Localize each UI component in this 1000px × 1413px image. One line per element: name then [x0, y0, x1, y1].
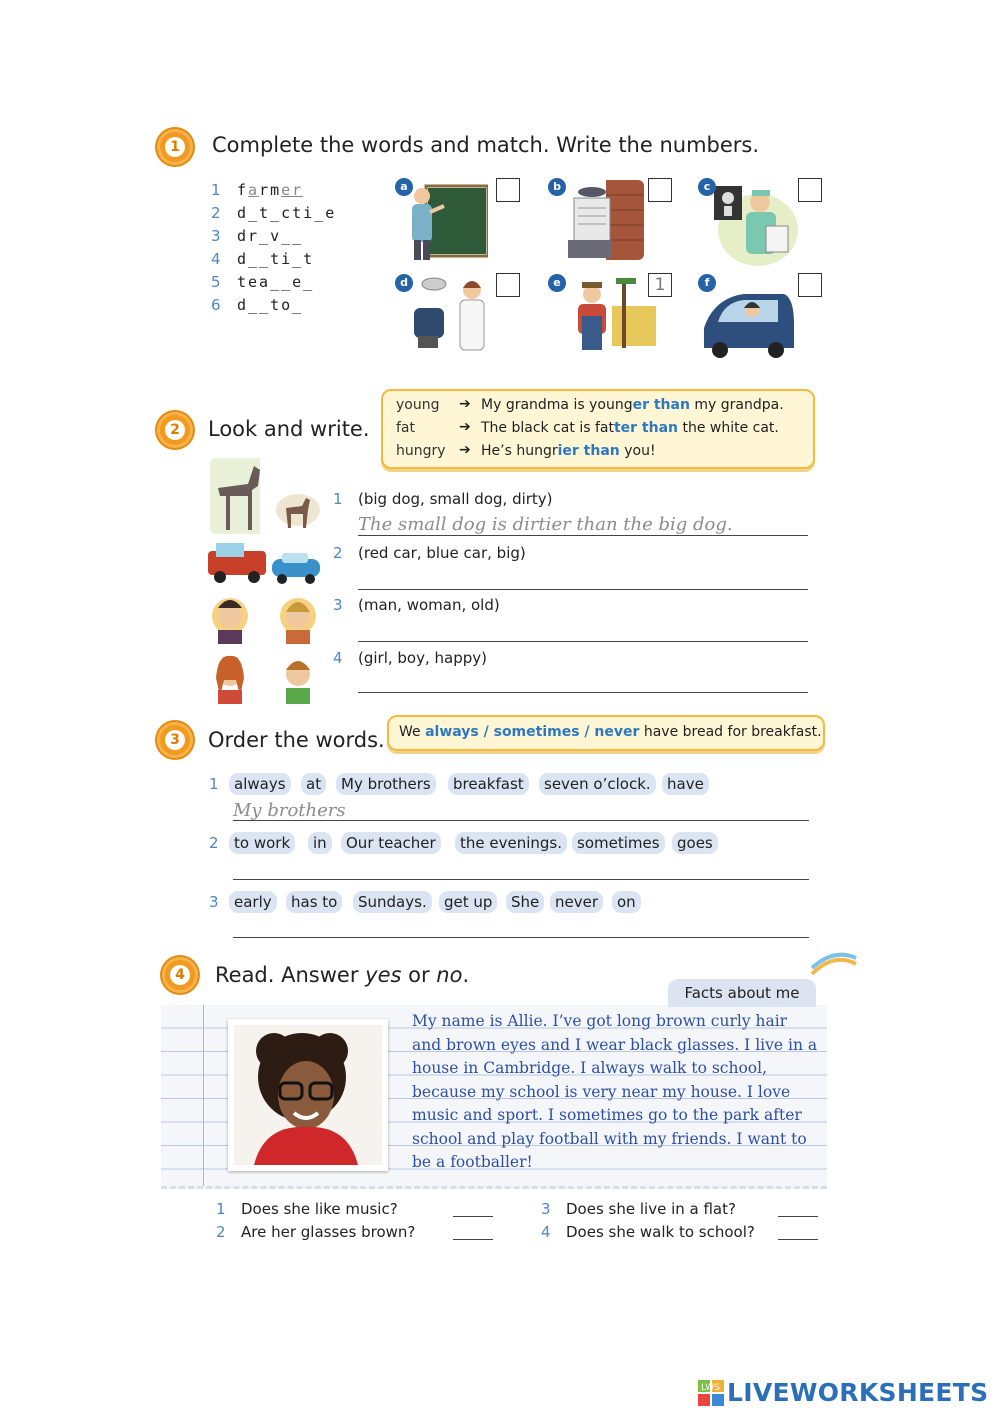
picture-dogs	[210, 458, 322, 534]
question-text: Does she live in a flat?	[566, 1200, 736, 1218]
word-pattern[interactable]: d__to_	[237, 296, 304, 314]
item-number: 1	[209, 775, 219, 793]
answer-line[interactable]	[233, 879, 809, 880]
picture-farmer	[562, 276, 656, 354]
tip-example: We always / sometimes / never have bread for breakfast.	[399, 724, 822, 740]
tip-example: He’s hungrier than you!	[481, 443, 656, 459]
picture-letter: b	[548, 178, 566, 196]
word-pattern[interactable]: d_t_cti_e	[237, 204, 337, 222]
girl-photo	[234, 1025, 382, 1165]
exercise-4-badge: 4	[162, 957, 198, 993]
answer-line[interactable]	[233, 937, 809, 938]
frequency-tip-box	[387, 715, 825, 751]
tip-example: The black cat is fatter than the white cat.	[481, 420, 779, 436]
answer-line[interactable]	[358, 589, 808, 590]
grammar-tip-box	[381, 389, 815, 469]
word-chip[interactable]: sometimes	[572, 832, 665, 854]
tip-word: hungry	[396, 443, 446, 459]
question-number: 1	[216, 1200, 226, 1218]
question-text: Are her glasses brown?	[241, 1223, 416, 1241]
question-number: 2	[216, 1223, 226, 1241]
exercise-3-badge: 3	[157, 722, 193, 758]
word-number: 3	[211, 227, 221, 245]
prompt-text: (girl, boy, happy)	[358, 649, 487, 667]
answer-line[interactable]	[453, 1239, 493, 1240]
answer-line[interactable]	[453, 1216, 493, 1217]
picture-detective	[566, 180, 644, 260]
prompt-text: (big dog, small dog, dirty)	[358, 490, 553, 508]
word-chip[interactable]: to work	[229, 832, 295, 854]
picture-doctor	[708, 180, 798, 266]
answer-line[interactable]	[358, 692, 808, 693]
question-text: Does she walk to school?	[566, 1223, 755, 1241]
word-chip[interactable]: goes	[672, 832, 718, 854]
exercise-4-title: Read. Answer yes or no.	[215, 963, 470, 987]
word-chip[interactable]: always	[229, 773, 291, 795]
picture-cars	[206, 541, 324, 585]
answer-box-d[interactable]	[496, 273, 520, 297]
exercise-2-badge: 2	[157, 412, 193, 448]
picture-letter: d	[395, 274, 413, 292]
word-pattern[interactable]: dr_v__	[237, 227, 304, 245]
example-answer: The small dog is dirtier than the big dog.	[358, 514, 733, 535]
word-number: 6	[211, 296, 221, 314]
word-pattern[interactable]: tea__e_	[237, 273, 315, 291]
rainbow-decoration	[810, 952, 858, 976]
word-chip[interactable]: My brothers	[336, 773, 436, 795]
tip-example: My grandma is younger than my grandpa.	[481, 397, 784, 413]
word-chip[interactable]: has to	[286, 891, 342, 913]
picture-letter: f	[698, 274, 716, 292]
answer-line[interactable]	[778, 1239, 818, 1240]
picture-driver	[700, 288, 796, 360]
answer-line[interactable]	[233, 820, 809, 821]
word-chip[interactable]: seven o’clock.	[539, 773, 656, 795]
tip-word: fat	[396, 420, 415, 436]
word-number: 5	[211, 273, 221, 291]
word-pattern[interactable]: d__ti_t	[237, 250, 315, 268]
word-chip[interactable]: Sundays.	[353, 891, 432, 913]
word-chip[interactable]: the evenings.	[455, 832, 567, 854]
word-chip[interactable]: breakfast	[448, 773, 529, 795]
tip-word: young	[396, 397, 440, 413]
item-number: 2	[209, 834, 219, 852]
word-number: 1	[211, 181, 221, 199]
item-number: 3	[333, 596, 343, 614]
answer-line[interactable]	[778, 1216, 818, 1217]
answer-box-f[interactable]	[798, 273, 822, 297]
answer-box-c[interactable]	[798, 178, 822, 202]
word-chip[interactable]: have	[662, 773, 709, 795]
example-answer: My brothers	[233, 800, 346, 821]
answer-line[interactable]	[358, 641, 808, 642]
item-number: 2	[333, 544, 343, 562]
word-chip[interactable]: never	[550, 891, 603, 913]
exercise-3-title: Order the words.	[208, 728, 385, 752]
word-chip[interactable]: early	[229, 891, 277, 913]
exercise-2-title: Look and write.	[208, 417, 370, 441]
facts-paragraph: My name is Allie. I’ve got long brown curly hair and brown eyes and I wear black glasses. I live in a house in Cambridge. I always walk to school, because my school is very near my house. I love music and sport. I sometimes go to the park after school and play football with my friends. I want to be a footballer!	[412, 1012, 818, 1171]
picture-letter: c	[698, 178, 716, 196]
prompt-text: (man, woman, old)	[358, 596, 500, 614]
answer-box-e[interactable]: 1	[648, 273, 672, 297]
item-number: 1	[333, 490, 343, 508]
picture-man-woman	[206, 590, 320, 644]
word-chip[interactable]: on	[612, 891, 641, 913]
photo-frame	[228, 1019, 388, 1171]
word-chip[interactable]: at	[301, 773, 326, 795]
arrow-icon: ➔	[459, 442, 471, 458]
question-text: Does she like music?	[241, 1200, 398, 1218]
facts-tab: Facts about me	[668, 979, 816, 1007]
word-chip[interactable]: Our teacher	[341, 832, 441, 854]
question-number: 3	[541, 1200, 551, 1218]
answer-box-a[interactable]	[496, 178, 520, 202]
item-number: 3	[209, 893, 219, 911]
exercise-1-title: Complete the words and match. Write the numbers.	[212, 133, 760, 157]
word-number: 2	[211, 204, 221, 222]
arrow-icon: ➔	[459, 396, 471, 412]
margin-line	[203, 1005, 204, 1186]
prompt-text: (red car, blue car, big)	[358, 544, 526, 562]
word-chip[interactable]: She	[506, 891, 544, 913]
liveworksheets-logo-icon	[698, 1380, 724, 1406]
word-chip[interactable]: get up	[439, 891, 497, 913]
word-pattern: farmer	[237, 181, 304, 199]
svg-text:LWS: LWS	[701, 1383, 720, 1393]
word-number: 4	[211, 250, 221, 268]
word-chip[interactable]: in	[308, 832, 332, 854]
picture-dentist	[404, 274, 496, 354]
answer-line[interactable]	[358, 535, 808, 536]
picture-letter: a	[395, 178, 413, 196]
picture-girl-boy	[206, 648, 320, 704]
picture-letter: e	[548, 274, 566, 292]
answer-box-b[interactable]	[648, 178, 672, 202]
exercise-1-badge: 1	[157, 129, 193, 165]
liveworksheets-brand[interactable]: LIVEWORKSHEETS	[727, 1378, 989, 1407]
question-number: 4	[541, 1223, 551, 1241]
arrow-icon: ➔	[459, 419, 471, 435]
item-number: 4	[333, 649, 343, 667]
